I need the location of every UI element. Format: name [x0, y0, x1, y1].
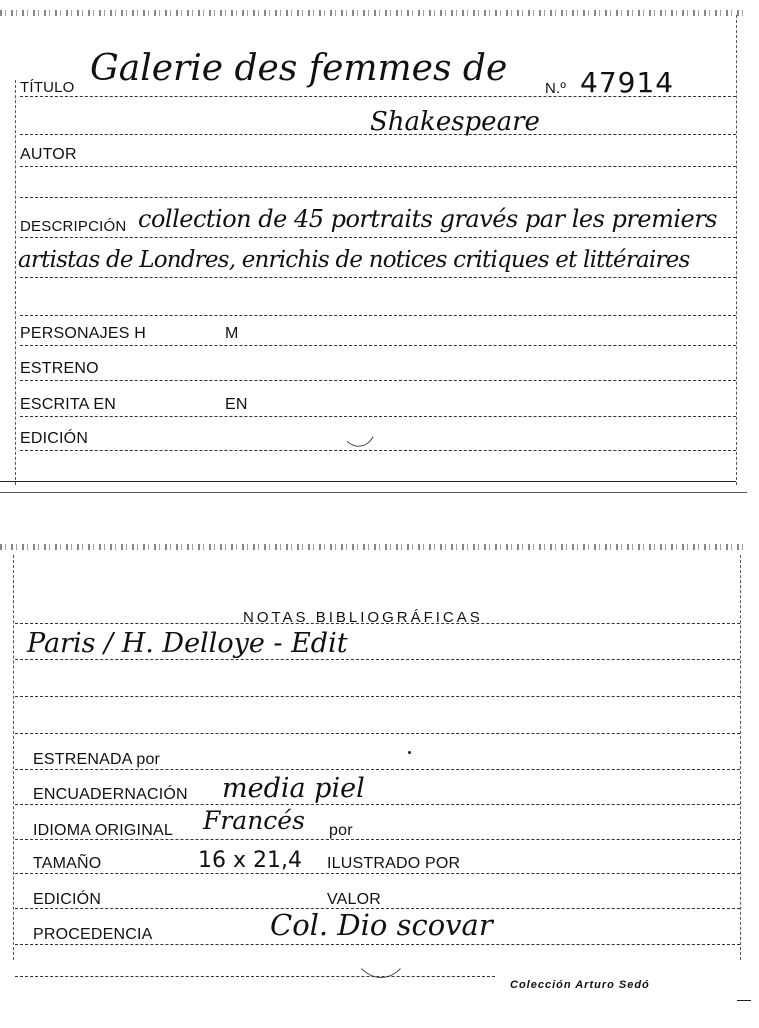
idioma-label: IDIOMA ORIGINAL [33, 822, 173, 839]
por-label: por [329, 822, 353, 839]
rule [20, 380, 736, 381]
procedencia-value: Col. Dio scovar [270, 908, 493, 942]
rule [15, 976, 495, 977]
notas-value: Paris / H. Delloye - Edit [27, 628, 348, 659]
estrenada-label: ESTRENADA por [33, 751, 161, 768]
personajes-label: PERSONAJES H [20, 325, 146, 342]
rule [20, 197, 736, 198]
card-edge-texture [0, 544, 745, 550]
rule [15, 659, 740, 660]
procedencia-label: PROCEDENCIA [33, 926, 153, 943]
rule [20, 237, 736, 238]
encuadernacion-label: ENCUADERNACIÓN [33, 786, 188, 803]
descripcion-label: DESCRIPCIÓN [20, 218, 127, 235]
rule [15, 873, 740, 874]
titulo-value-line2: Shakespeare [370, 107, 540, 137]
card-edge-texture [0, 10, 745, 16]
card-shadow-edge [0, 492, 747, 493]
edicion-label-2: EDICIÓN [33, 891, 102, 908]
rule [20, 134, 736, 135]
rule [20, 96, 736, 97]
idioma-value: Francés [203, 806, 305, 835]
rule [15, 623, 740, 624]
encuadernacion-value: media piel [222, 773, 365, 804]
rule [15, 696, 740, 697]
personajes-m-label: M [225, 325, 239, 342]
rule [20, 416, 736, 417]
rule [20, 166, 736, 167]
catalog-card-back [0, 540, 759, 1028]
autor-label: AUTOR [20, 146, 77, 163]
rule [20, 450, 736, 451]
valor-label: VALOR [327, 891, 382, 908]
card-bottom-edge [0, 481, 736, 482]
en-label: EN [225, 396, 248, 413]
rule [20, 277, 736, 278]
ilustrado-label: ILUSTRADO POR [327, 855, 461, 872]
titulo-value: Galerie des femmes de [90, 48, 508, 89]
tamano-label: TAMAÑO [33, 855, 102, 872]
rule [20, 315, 736, 316]
edge-mark [737, 1000, 751, 1001]
rule [15, 733, 740, 734]
tamano-value: 16 x 21,4 [198, 848, 302, 873]
rule [15, 769, 740, 770]
right-border [736, 15, 737, 485]
numero-label: N.º [545, 80, 567, 97]
rule [15, 839, 740, 840]
numero-value: 47914 [580, 66, 675, 99]
estreno-label: ESTRENO [20, 360, 99, 377]
titulo-label: TÍTULO [20, 79, 75, 96]
descripcion-line2: artistas de Londres, enrichis de notices critiques et littéraires [18, 247, 690, 273]
catalog-card-front [0, 0, 759, 495]
rule [20, 345, 736, 346]
coleccion-footer: Colección Arturo Sedó [510, 979, 650, 991]
left-border [13, 555, 14, 960]
notas-label: NOTAS BIBLIOGRÁFICAS [243, 609, 483, 626]
descripcion-line1: collection de 45 portraits gravés par les premiers [138, 205, 717, 233]
stamp-mark [330, 382, 382, 450]
ink-dot [408, 751, 411, 754]
escrita-en-label: ESCRITA EN [20, 396, 116, 413]
rule [15, 944, 740, 945]
edicion-label: EDICIÓN [20, 430, 89, 447]
right-border [740, 555, 741, 960]
left-border [15, 80, 16, 485]
rule [15, 804, 740, 805]
